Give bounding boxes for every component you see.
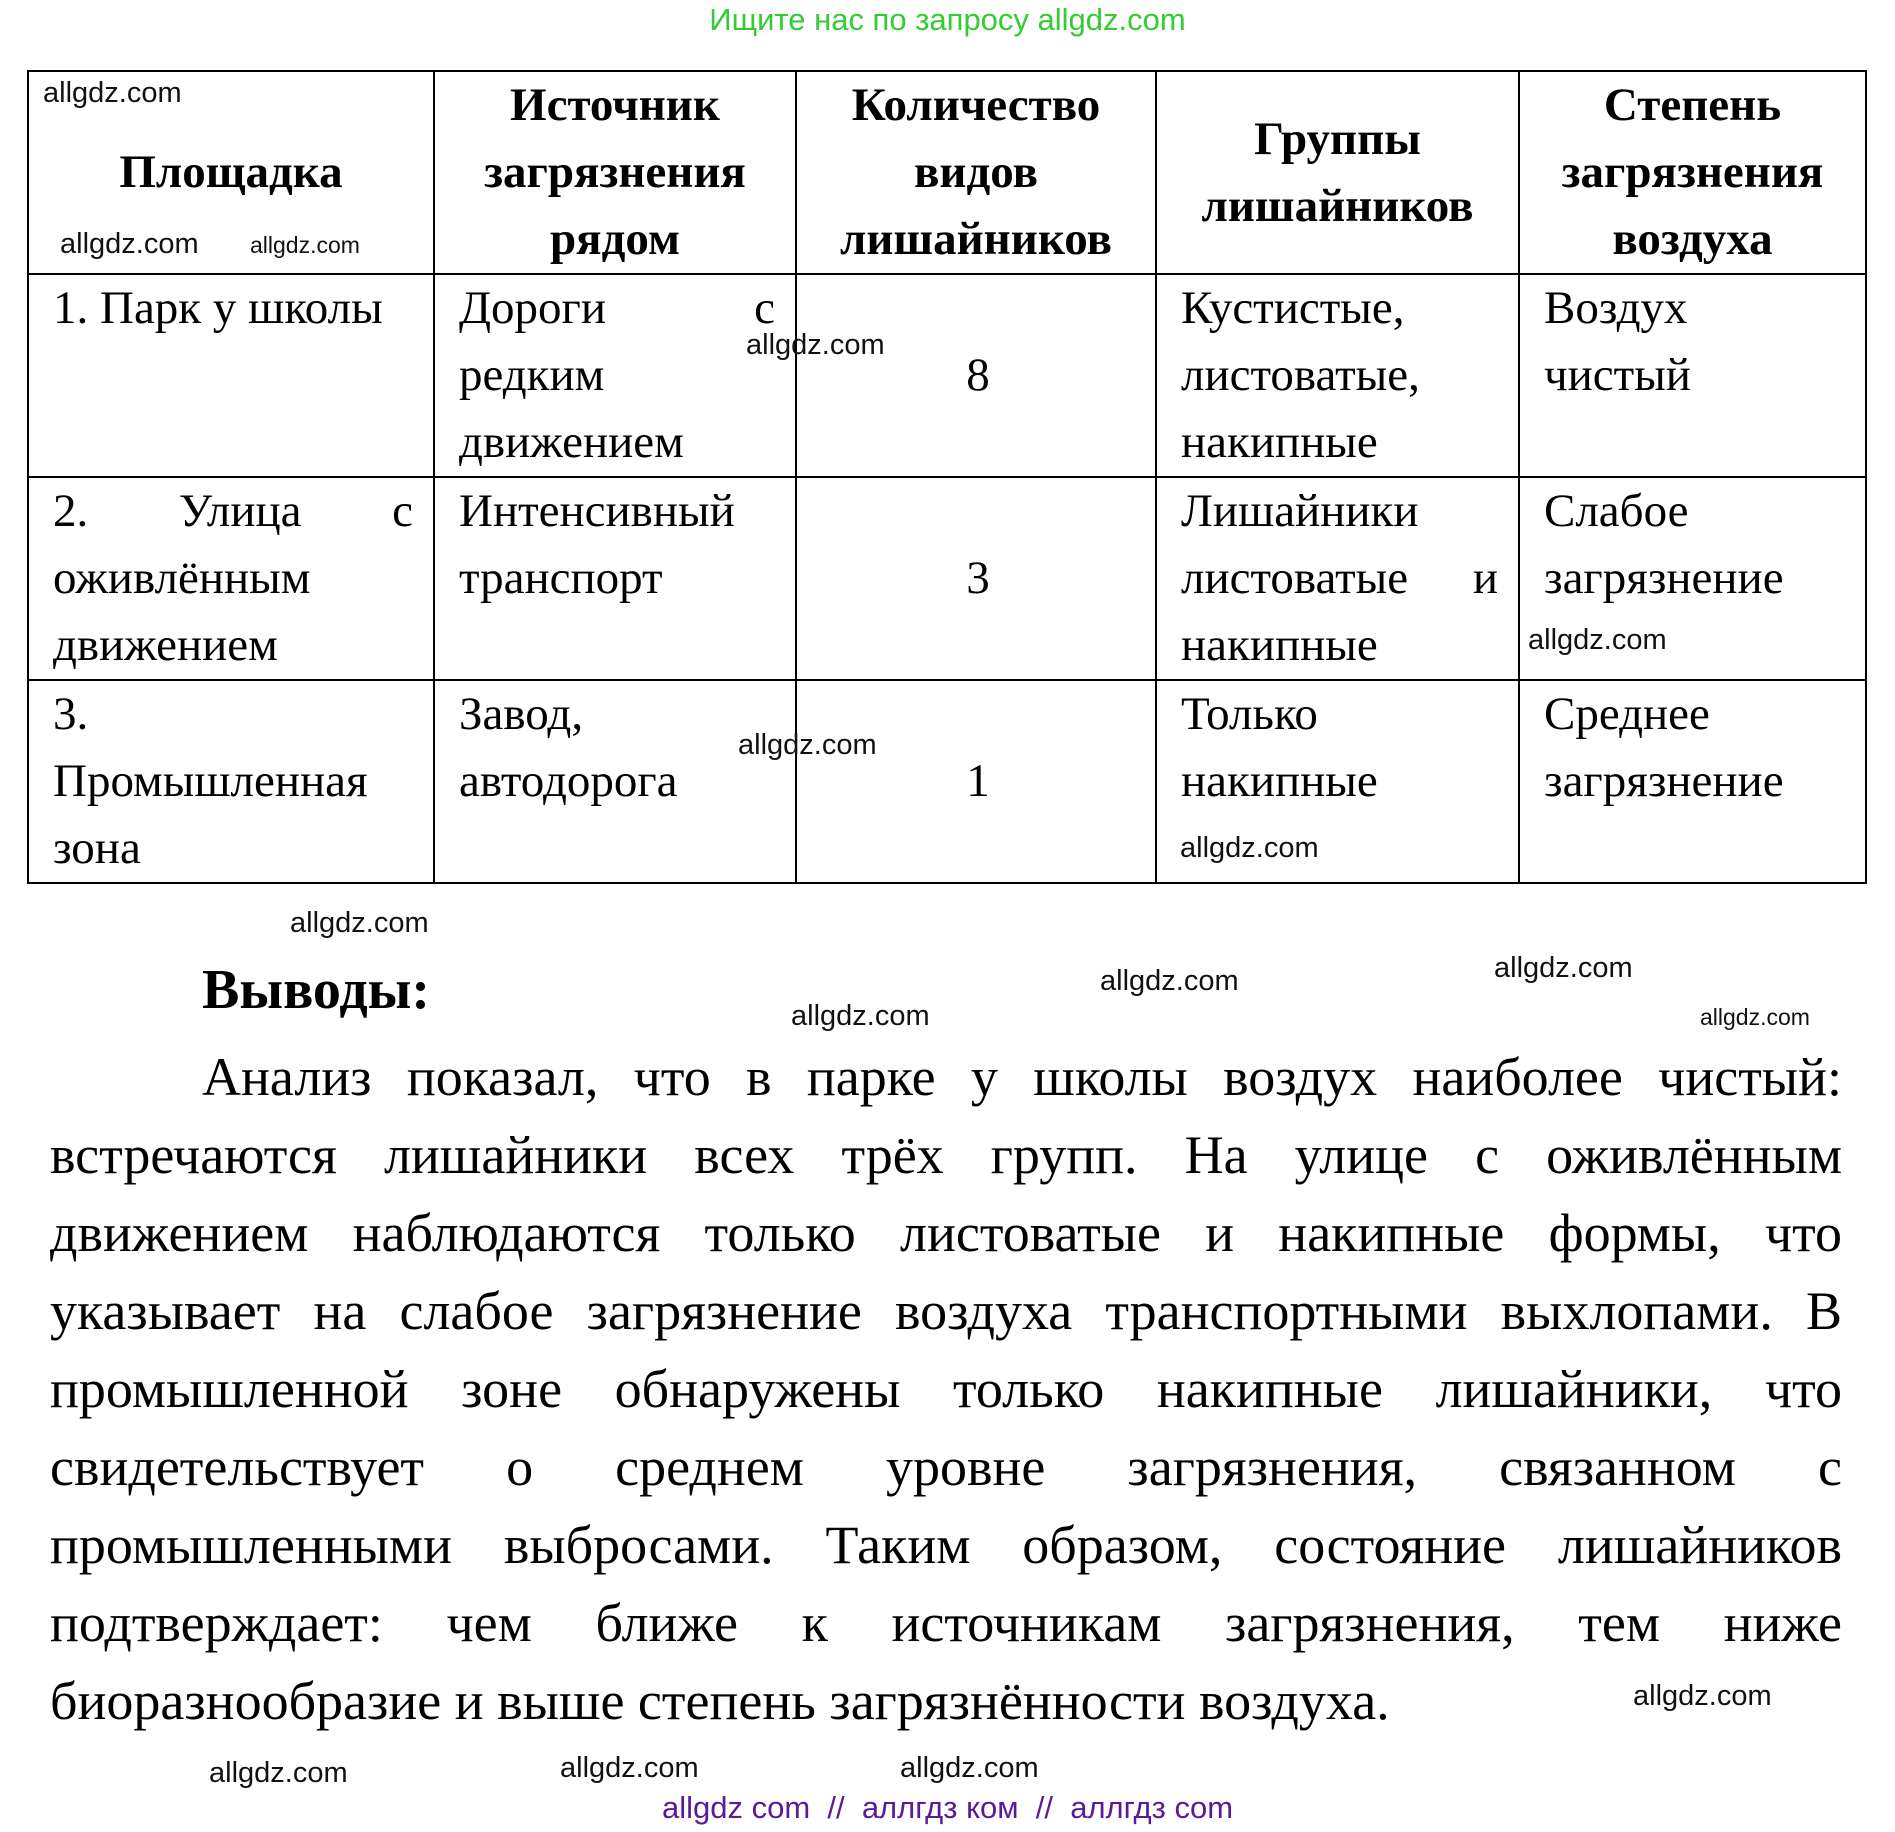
cell-species-count: 8 xyxy=(796,274,1156,477)
cell-groups: Лишайники листоватые и накипные xyxy=(1156,477,1519,680)
cell-source: Дороги с редким движением xyxy=(434,274,796,477)
watermark: allgdz.com xyxy=(746,329,885,361)
cell-source: Завод, автодорога xyxy=(434,680,796,883)
watermark: allgdz.com xyxy=(900,1752,1039,1784)
watermark: allgdz.com xyxy=(290,907,429,939)
watermark: allgdz.com xyxy=(1100,965,1239,997)
conclusions-text: Анализ показал, что в парке у школы воздух наиболее чистый: встречаются лишайники всех трёх групп. На улице с оживлённым движением наблюдаются только листоватые и накипные формы, что указывает на слабое загрязнение воздуха транспортными выхлопами. В промышленной зоне обнаружены только накипные лишайники, что свидетельствует о среднем уровне загрязнения, связанном с промышленными выбросами. Таким образом, состояние лишайников подтверждает: чем ближе к источникам загрязнения, тем ниже биоразнообразие и выше степень загрязнённости воздуха. xyxy=(50,1047,1842,1731)
watermark: allgdz.com xyxy=(791,1000,930,1032)
header-species-count: Количество видов лишайников xyxy=(796,71,1156,274)
footer-links: allgdz com // аллгдз ком // аллгдз com xyxy=(661,1790,1234,1825)
header-site: Площадка xyxy=(28,71,434,274)
header-groups: Группы лишайников xyxy=(1156,71,1519,274)
watermark: allgdz.com xyxy=(1700,1004,1810,1030)
watermark: allgdz.com xyxy=(738,729,877,761)
table-row xyxy=(28,274,1866,477)
cell-groups: Только накипные xyxy=(1156,680,1519,883)
watermark: allgdz.com xyxy=(209,1757,348,1789)
watermark: allgdz.com xyxy=(1180,832,1319,864)
cell-source: Интенсивный транспорт xyxy=(434,477,796,680)
header-pollution-level: Степень загрязнения воздуха xyxy=(1519,71,1866,274)
cell-species-count: 3 xyxy=(796,477,1156,680)
cell-groups: Кустистые, листоватые, накипные xyxy=(1156,274,1519,477)
header-source: Источник загрязнения рядом xyxy=(434,71,796,274)
lichen-table xyxy=(27,70,1867,884)
watermark: allgdz.com xyxy=(1633,1680,1772,1712)
top-banner: Ищите нас по запросу allgdz.com xyxy=(709,2,1186,37)
table-row xyxy=(28,680,1866,883)
cell-pollution-level: Среднее загрязнение xyxy=(1519,680,1866,883)
conclusions-heading: Выводы: xyxy=(202,959,431,1021)
watermark: allgdz.com xyxy=(250,232,360,258)
cell-site: 1. Парк у школы xyxy=(28,274,434,477)
cell-site: 2. Улица с оживлённым движением xyxy=(28,477,434,680)
watermark: allgdz.com xyxy=(560,1752,699,1784)
cell-site: 3. Промышленная зона xyxy=(28,680,434,883)
cell-pollution-level: Слабое загрязнение xyxy=(1519,477,1866,680)
cell-pollution-level: Воздух чистый xyxy=(1519,274,1866,477)
watermark: allgdz.com xyxy=(43,77,182,109)
watermark: allgdz.com xyxy=(60,228,199,260)
watermark: allgdz.com xyxy=(1528,624,1667,656)
watermark: allgdz.com xyxy=(1494,952,1633,984)
cell-species-count: 1 xyxy=(796,680,1156,883)
